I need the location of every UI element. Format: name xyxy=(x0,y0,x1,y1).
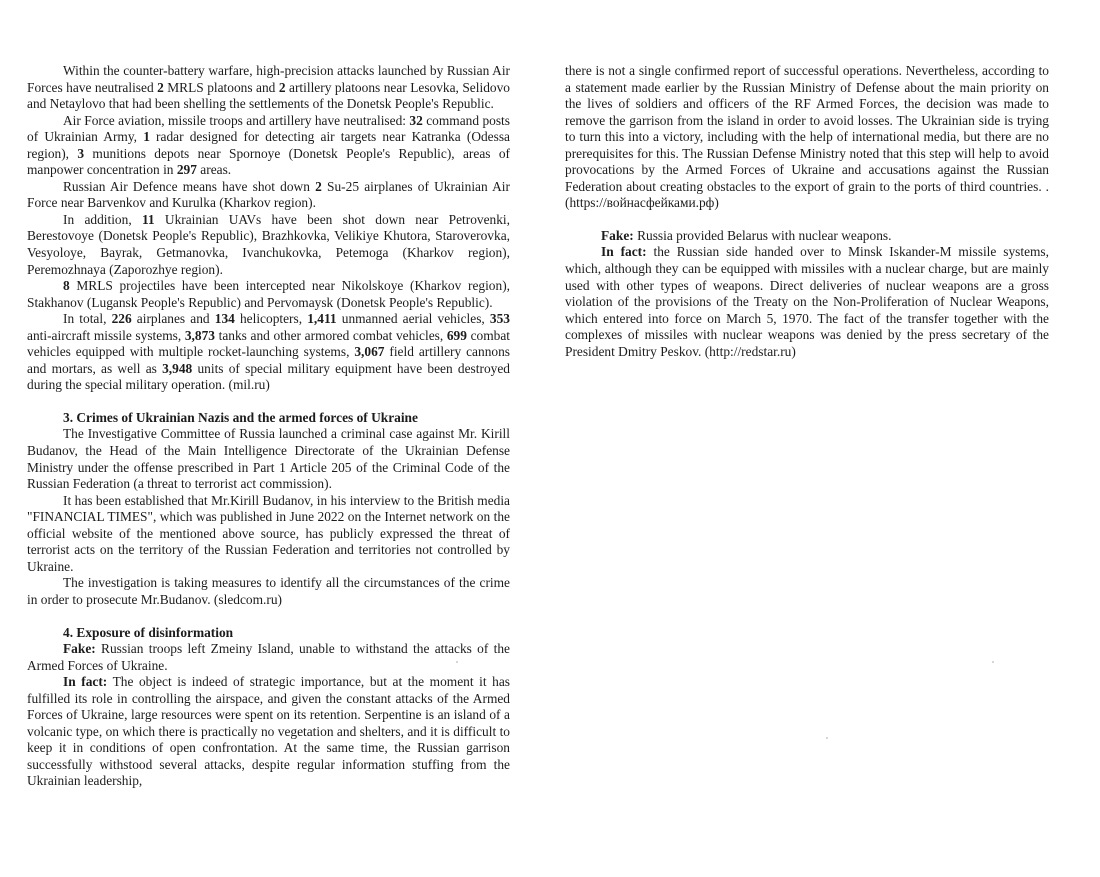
paragraph-investigation: The investigation is taking measures to identify all the circumstances of the crime in order to prosecute Mr.Budanov. (sledcom.ru) xyxy=(27,575,510,607)
paragraph-counter-battery: Within the counter-battery warfare, high-precision attacks launched by Russian Air Forces have neutralised 2 MRLS platoons and 2 artillery platoons near Lesovka, Selidovo and Netaylovo that had been shelling the settlements of the Donetsk People's Republic. xyxy=(27,63,510,112)
spacer xyxy=(27,609,510,625)
paragraph-mrls-intercepted: 8 MRLS projectiles have been intercepted near Nikolskoye (Kharkov region), Stakhanov (Lugansk People's Republic) and Pervomaysk (Donetsk People's Republic). xyxy=(27,278,510,310)
section-4-heading: 4. Exposure of disinformation xyxy=(63,624,234,640)
paragraph-fake-zmeiny: Fake: Russian troops left Zmeiny Island, unable to withstand the attacks of the Armed Forces of Ukraine. xyxy=(27,641,510,673)
section-3-heading: 3. Crimes of Ukrainian Nazis and the armed forces of Ukraine xyxy=(63,409,418,425)
paragraph-air-defence: Russian Air Defence means have shot down 2 Su-25 airplanes of Ukrainian Air Force near Barvenkov and Kurulka (Kharkov region). xyxy=(27,178,510,211)
paragraph-fact-belarus: In fact: the Russian side handed over to Minsk Iskander-M missile systems, which, although they can be equipped with missiles with a nuclear charge, but are mainly used with other types of weapons. Direct deliveries of nuclear weapons are a gross violation of the provisions of the Treaty on the Non-Proliferation of Nuclear Weapons, which entered into force on March 5, 1970. The fact of the transfer together with the complexes of missiles with nuclear weapons was denied by the press secretary of the President Dmitry Peskov. (http://redstar.ru) xyxy=(565,244,1049,359)
paragraph-criminal-case: The Investigative Committee of Russia launched a criminal case against Mr. Kirill Budanov, the Head of the Main Intelligence Directorate of the Ukrainian Defense Ministry under the offense prescribed in Part 1 Article 205 of the Criminal Code of the Russian Federation (a threat to terrorist act commission). xyxy=(27,426,510,492)
paragraph-fake-belarus: Fake: Russia provided Belarus with nuclear weapons. xyxy=(601,227,892,243)
paragraph-uavs-shot-down: In addition, 11 Ukrainian UAVs have been shot down near Petrovenki, Berestovoye (Donetsk People's Republic), Brazhkovka, Velikiye Khutora, Staroverovka, Vesyoloye, Bayrak, Getmanovka, Ivanchukovka, Petemoga (Kharkov region), Peremozhnaya (Zaporozhye region). xyxy=(27,211,510,277)
paragraph-total-destroyed: In total, 226 airplanes and 134 helicopters, 1,411 unmanned aerial vehicles, 353 anti-aircraft missile systems, 3,873 tanks and other armored combat vehicles, 699 combat vehicles equipped with multiple rocket-launching systems, 3,067 field artillery cannons and mortars, as well as 3,948 units of special military equipment have been destroyed during the special military operation. (mil.ru) xyxy=(27,311,510,393)
spacer xyxy=(27,394,510,410)
paragraph-fact-zmeiny: In fact: The object is indeed of strategic importance, but at the moment it has fulfilled its role in controlling the airspace, and given the constant attacks of the Armed Forces of Ukraine, large resources were spent on its retention. Serpentine is an island of a volcanic type, on which there is practically no vegetation and shelters, and it is difficult to keep it in conditions of open confrontation. At the same time, the Russian garrison successfully withstood several attacks, despite regular information stuffing from the Ukrainian leadership, xyxy=(27,674,510,789)
left-column xyxy=(27,63,510,790)
spacer xyxy=(565,212,1049,228)
scan-speck xyxy=(456,661,458,663)
scan-speck xyxy=(992,661,994,663)
paragraph-budanov-interview: It has been established that Mr.Kirill Budanov, in his interview to the British media "FINANCIAL TIMES", which was published in June 2022 on the Internet network on the official website of the mentioned above source, has publicly expressed the threat of terrorist acts on the territory of the Russian Federation and territories not controlled by Ukraine. xyxy=(27,492,510,574)
right-column xyxy=(565,63,1049,360)
scan-speck xyxy=(826,737,828,739)
paragraph-zmeiny-continued: there is not a single confirmed report of successful operations. Nevertheless, according to a statement made earlier by the Russian Ministry of Defense about the main priority on the lives of soldiers and officers of the RF Armed Forces, the decision was made to remove the garrison from the island in order to avoid losses. The Ukrainian side is trying to turn this into a victory, including with the help of international media, but there are no prerequisites for this. The Russian Defense Ministry noted that this step will help to avoid provocations by the Armed Forces of Ukraine and accusations against the Russian Federation about creating obstacles to the export of grain to the ports of third countries. . (https://войнасфейками.рф) xyxy=(565,63,1049,211)
paragraph-air-force-neutralised: Air Force aviation, missile troops and artillery have neutralised: 32 command posts of Ukrainian Army, 1 radar designed for detecting air targets near Katranka (Odessa region), 3 munitions depots near Spornoye (Donetsk People's Republic), areas of manpower concentration in 297 areas. xyxy=(27,112,510,178)
